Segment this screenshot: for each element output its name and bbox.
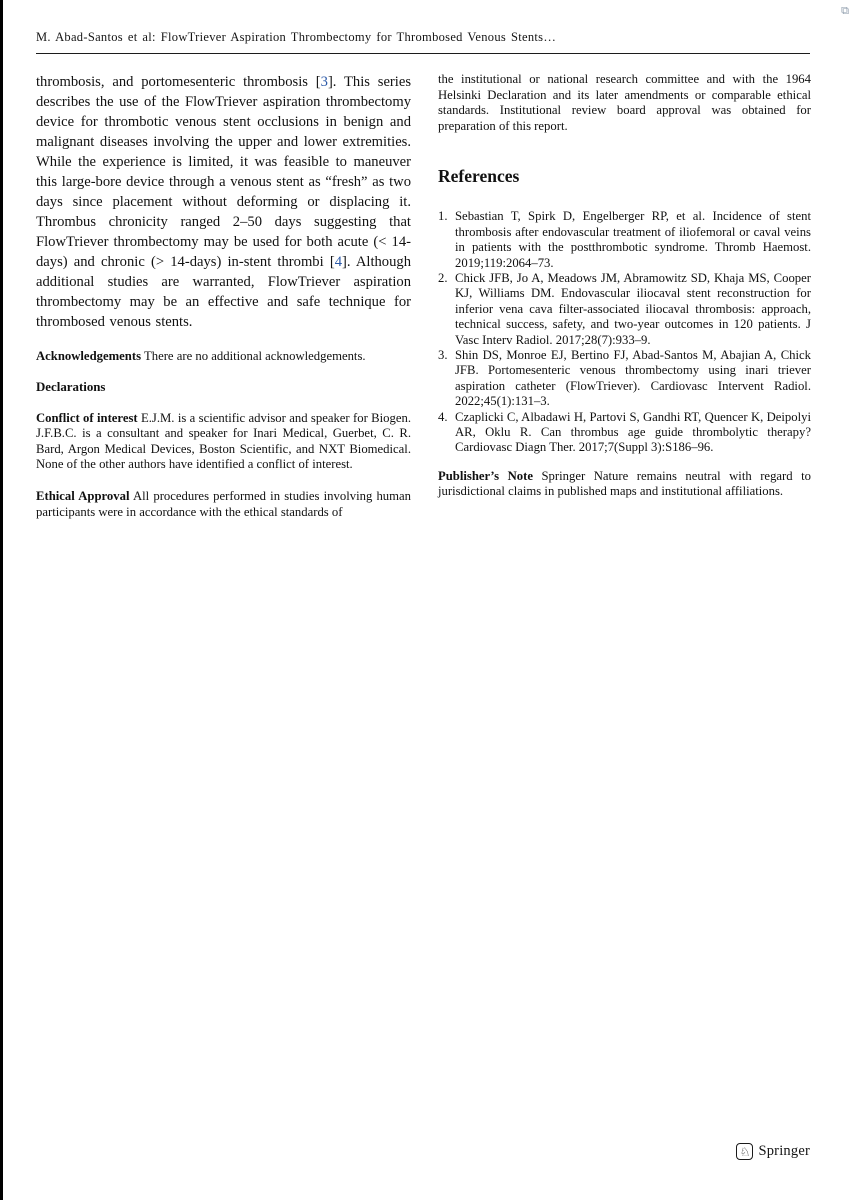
- ethical-approval-label: Ethical Approval: [36, 488, 130, 503]
- reference-number: 3.: [438, 348, 448, 363]
- reference-number: 1.: [438, 209, 448, 224]
- publishers-note-paragraph: [438, 469, 811, 500]
- reference-item-1: [438, 209, 811, 271]
- acknowledgements-text: There are no additional acknowledgements.: [141, 349, 366, 363]
- corner-mark-icon: ⧉: [841, 4, 849, 17]
- scan-edge-artifact: [0, 0, 3, 1200]
- paragraph-text: ]. This series describes the use of the FlowTriever aspiration thrombectomy device for thrombotic venous stent occlusions in benign and malignant diseases involving the upper and lower extremities. While the experience is limited, it was feasible to maneuver this large-bore device through a venous stent as “fresh” as two days since placement without deforming or displacing it. Thrombus chronicity ranged 2–50 days suggesting that FlowTriever thrombectomy may be used for both acute (< 14-days) and chronic (> 14-days) in-stent thrombi [: [36, 74, 412, 270]
- running-head: M. Abad-Santos et al: FlowTriever Aspiration Thrombectomy for Thrombosed Venous Stents…: [36, 30, 557, 44]
- declarations-heading: Declarations: [36, 379, 106, 394]
- publishers-note-text: Springer Nature remains neutral with regard to jurisdictional claims in published maps and institutional affiliations.: [438, 468, 811, 499]
- citation-link-4[interactable]: 4: [334, 254, 342, 270]
- reference-item-3: [438, 348, 811, 410]
- publishers-note-label: Publisher’s Note: [438, 468, 533, 483]
- citation-link-3[interactable]: 3: [320, 74, 328, 90]
- conflict-of-interest-text: E.J.M. is a scientific advisor and speaker for Biogen. J.F.B.C. is a consultant and speaker for Inari Medical, Guerbet, C. R. Bard, Argon Medical Devices, Boston Scientific, and NXT Biomedical. None of the other authors have identified a conflict of interest.: [36, 410, 411, 472]
- ethical-approval-paragraph: [36, 489, 411, 520]
- discussion-paragraph: [36, 72, 411, 332]
- acknowledgements-paragraph: [36, 349, 411, 365]
- reference-text: Sebastian T, Spirk D, Engelberger RP, et al. Incidence of stent thrombosis after endovascular treatment of iliofemoral or caval veins in patients with the postthrombotic syndrome. Thromb Haemost. 2019;119:2064–73.: [455, 209, 811, 270]
- reference-item-2: [438, 271, 811, 348]
- right-column: [438, 72, 811, 500]
- ethical-approval-continuation: the institutional or national research committee and with the 1964 Helsinki Declaration and its later amendments or comparable ethical standards. Institutional review board approval was obtained for preparation of this report.: [438, 72, 811, 133]
- springer-logo: [736, 1143, 810, 1160]
- acknowledgements-label: Acknowledgements: [36, 349, 142, 363]
- reference-number: 4.: [438, 409, 448, 424]
- left-column: [36, 72, 411, 520]
- reference-text: Czaplicki C, Albadawi H, Partovi S, Gandhi RT, Quencer K, Deipolyi AR, Oklu R. Can thrombus age guide thrombolytic therapy? Cardiovasc Diagn Ther. 2017;7(Suppl 3):S186–96.: [455, 409, 811, 455]
- reference-text: Chick JFB, Jo A, Meadows JM, Abramowitz SD, Khaja MS, Cooper KJ, Williams DM. Endovascular iliocaval stent reconstruction for inferior vena cava filter-associated iliocaval thrombosis: approach, technical success, safety, and two-year outcomes in 120 patients. J Vasc Interv Radiol. 2017;28(7):933–9.: [455, 271, 811, 347]
- reference-number: 2.: [438, 271, 448, 285]
- header-rule: [36, 53, 810, 54]
- paragraph-text: thrombosis, and portomesenteric thrombosis [: [36, 74, 321, 90]
- reference-item-4: [438, 410, 811, 456]
- conflict-of-interest-label: Conflict of interest: [36, 410, 138, 425]
- paragraph-text: ]. Although additional studies are warranted, FlowTriever aspiration thrombectomy may be an effective and safe technique for thrombosed venous stents.: [36, 254, 411, 330]
- reference-text: Shin DS, Monroe EJ, Bertino FJ, Abad-Santos M, Abajian A, Chick JFB. Portomesenteric venous thrombectomy using inari triever aspiration catheter (FlowTriever). Cardiovasc Intervent Radiol. 2022;45(1):131–3.: [455, 348, 811, 409]
- conflict-of-interest-paragraph: [36, 411, 411, 473]
- reference-list: [438, 209, 811, 456]
- ethical-approval-text: All procedures performed in studies involving human participants were in accordance with the ethical standards of: [36, 488, 411, 519]
- springer-wordmark: Springer: [758, 1143, 810, 1159]
- references-heading: References: [438, 166, 520, 187]
- springer-horse-icon: ♘: [736, 1143, 753, 1160]
